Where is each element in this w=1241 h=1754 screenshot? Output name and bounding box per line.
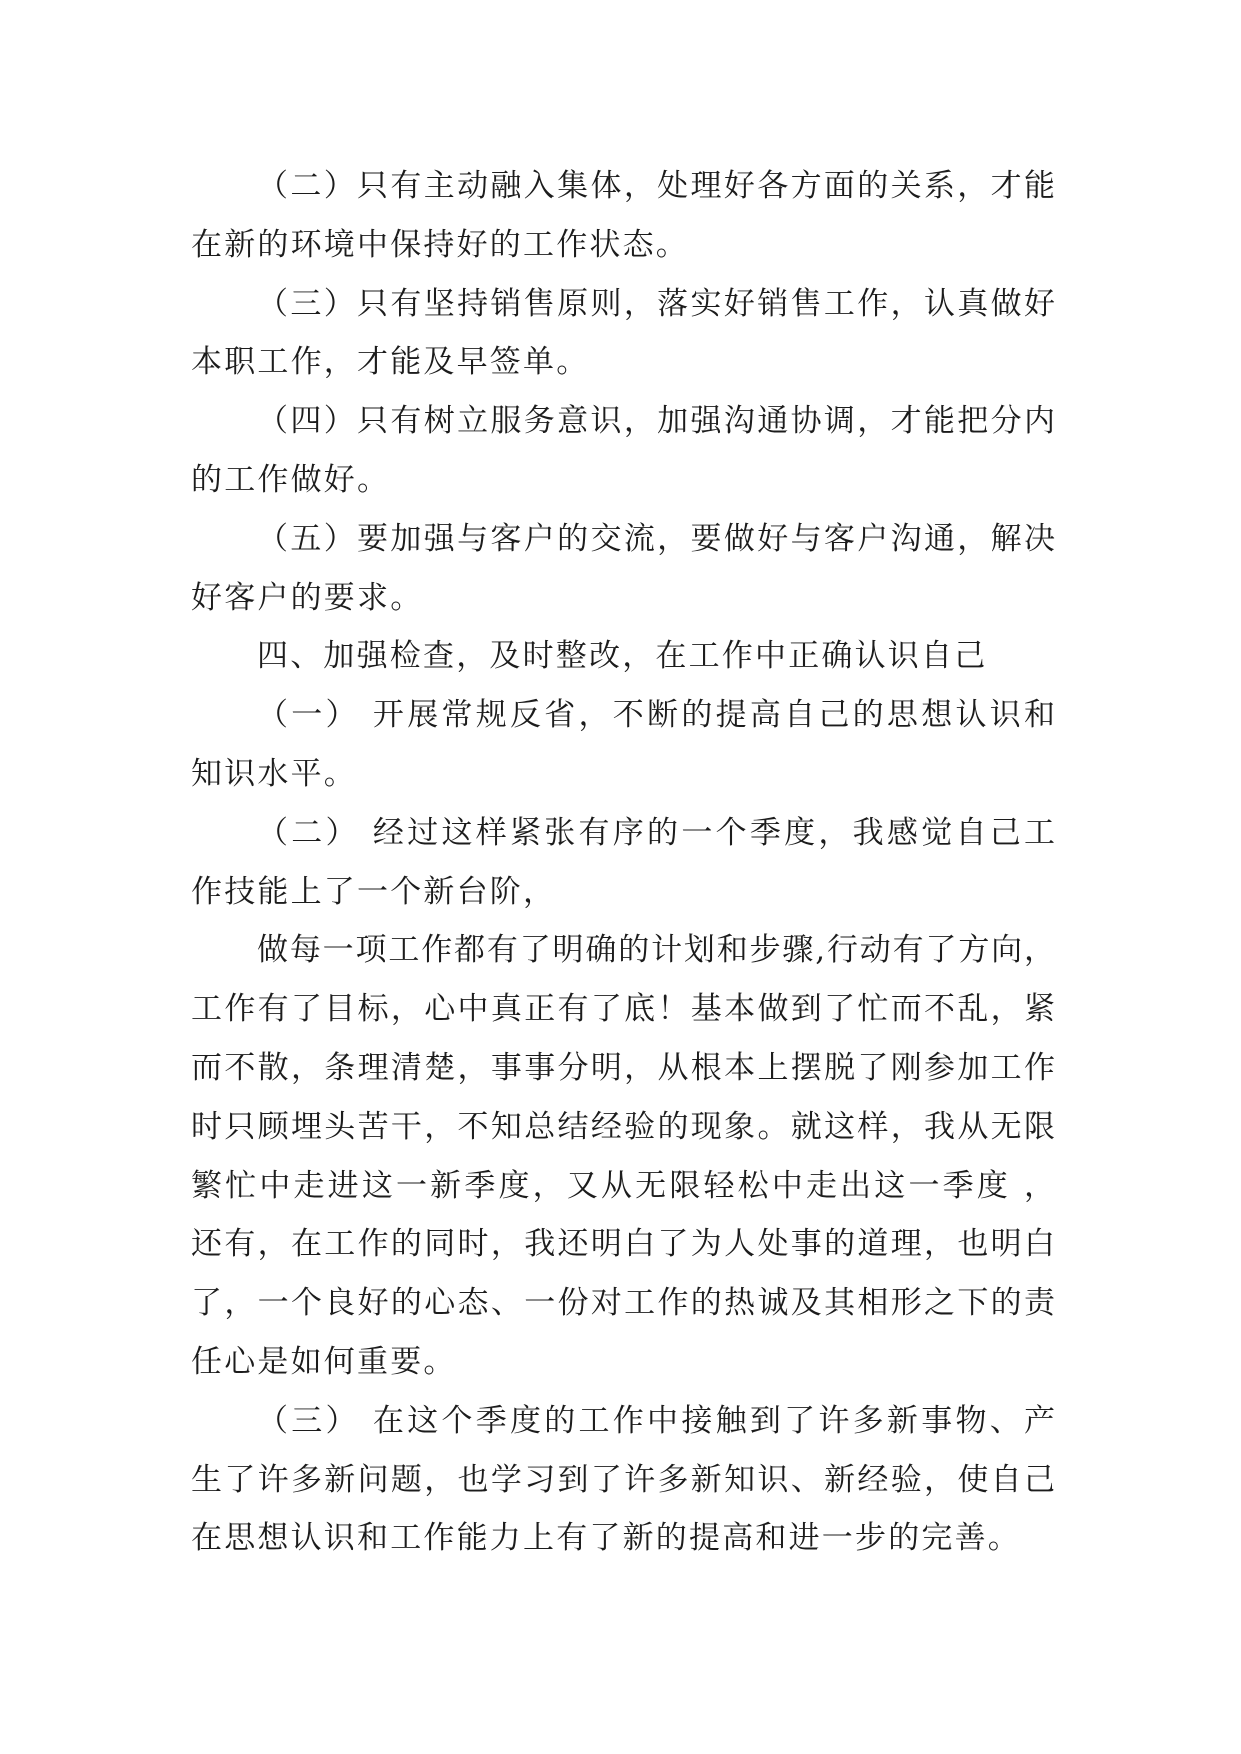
text-line: 任心是如何重要。 <box>191 1343 457 1380</box>
text-line: 在思想认识和工作能力上有了新的提高和进一步的完善。 <box>191 1520 1021 1557</box>
text-line: 好客户的要求。 <box>191 579 424 616</box>
text-line: （五）要加强与客户的交流，要做好与客户沟通，解决 <box>257 520 1055 557</box>
section-heading <box>191 627 1055 686</box>
text-line: 而不散，条理清楚，事事分明，从根本上摆脱了刚参加工作 <box>191 1049 1055 1086</box>
text-line: 工作有了目标，心中真正有了底！基本做到了忙而不乱，紧 <box>191 991 1055 1028</box>
text-line: 生了许多新问题，也学习到了许多新知识、新经验，使自己 <box>191 1461 1055 1498</box>
text-line: 做每一项工作都有了明确的计划和步骤,行动有了方向， <box>257 932 1055 969</box>
document-body <box>191 157 1055 1568</box>
paragraph-item-4 <box>191 392 1055 510</box>
text-line: 还有，在工作的同时，我还明白了为人处事的道理，也明白 <box>191 1226 1055 1263</box>
paragraph-sub-1 <box>191 686 1055 804</box>
text-line: （二） 经过这样紧张有序的一个季度，我感觉自己工 <box>257 814 1055 851</box>
text-line: 繁忙中走进这一新季度，又从无限轻松中走出这一季度 ， <box>191 1167 1055 1204</box>
text-line: （四）只有树立服务意识，加强沟通协调，才能把分内 <box>257 403 1055 440</box>
text-line: （三） 在这个季度的工作中接触到了许多新事物、产 <box>257 1402 1055 1439</box>
text-line: 知识水平。 <box>191 755 357 792</box>
text-line: 的工作做好。 <box>191 461 391 498</box>
paragraph-body <box>191 921 1055 1391</box>
paragraph-item-3 <box>191 275 1055 393</box>
text-line: （三）只有坚持销售原则，落实好销售工作，认真做好 <box>257 285 1055 322</box>
text-line: （二）只有主动融入集体，处理好各方面的关系，才能 <box>257 168 1055 204</box>
paragraph-item-5 <box>191 510 1055 628</box>
text-line: 时只顾埋头苦干，不知总结经验的现象。就这样，我从无限 <box>191 1108 1055 1145</box>
text-line: 本职工作，才能及早签单。 <box>191 344 590 381</box>
paragraph-sub-3 <box>191 1392 1055 1568</box>
text-line: 在新的环境中保持好的工作状态。 <box>191 226 689 263</box>
paragraph-sub-2 <box>191 804 1055 922</box>
section-heading-text: 四、加强检查，及时整改，在工作中正确认识自己 <box>257 638 988 675</box>
paragraph-item-2 <box>191 157 1055 275</box>
text-line: （一） 开展常规反省，不断的提高自己的思想认识和 <box>257 697 1055 734</box>
text-line: 了，一个良好的心态、一份对工作的热诚及其相形之下的责 <box>191 1285 1055 1322</box>
text-line: 作技能上了一个新台阶， <box>191 873 557 910</box>
